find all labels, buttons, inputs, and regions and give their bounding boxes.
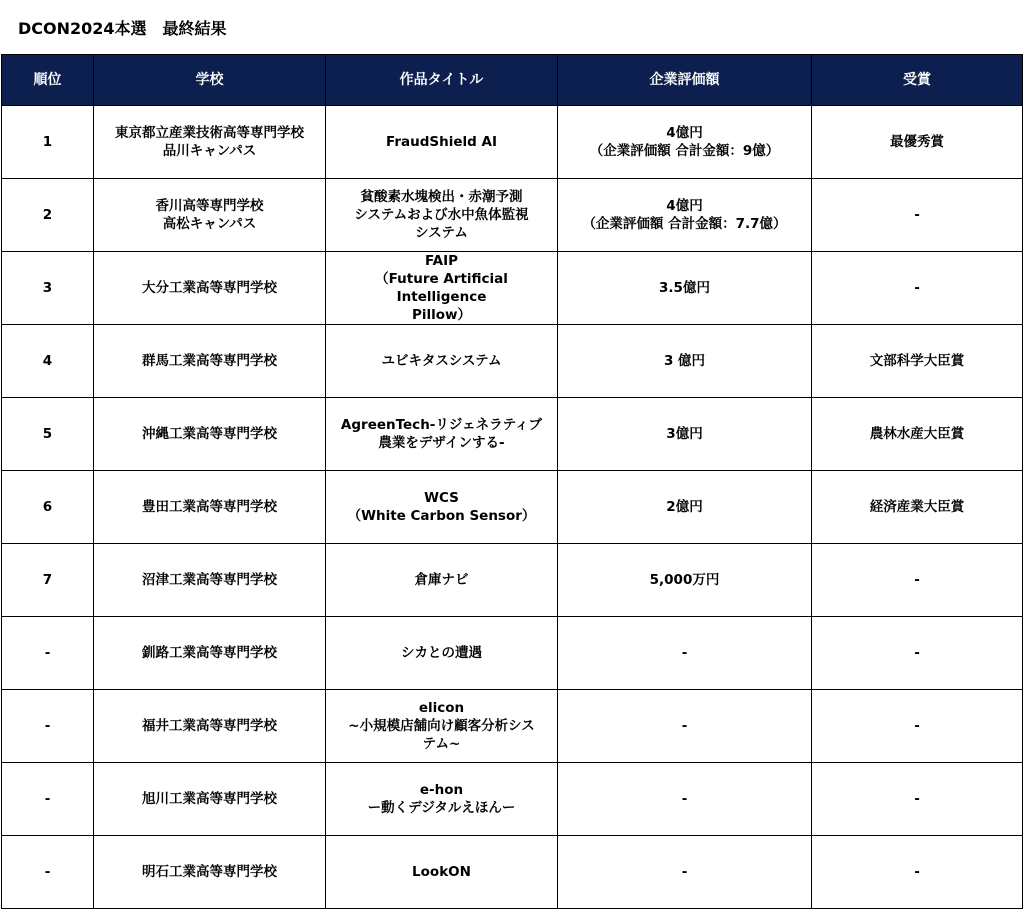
table-row bbox=[2, 106, 1023, 179]
cell-work-title: e-hon ー動くデジタルえほんー bbox=[326, 763, 558, 836]
cell-school: 香川高等専門学校 高松キャンパス bbox=[94, 179, 326, 252]
cell-award: - bbox=[812, 179, 1023, 252]
results-table-body bbox=[2, 106, 1023, 909]
results-table-header bbox=[2, 55, 1023, 106]
cell-valuation: 4億円 （企業評価額 合計金額：9億） bbox=[558, 106, 812, 179]
cell-work-title: WCS （White Carbon Sensor） bbox=[326, 471, 558, 544]
cell-award: 最優秀賞 bbox=[812, 106, 1023, 179]
cell-rank: - bbox=[2, 763, 94, 836]
cell-school: 釧路工業高等専門学校 bbox=[94, 617, 326, 690]
cell-rank: 1 bbox=[2, 106, 94, 179]
cell-valuation: 5,000万円 bbox=[558, 544, 812, 617]
cell-valuation: 3億円 bbox=[558, 398, 812, 471]
header-school: 学校 bbox=[94, 55, 326, 106]
table-row bbox=[2, 544, 1023, 617]
cell-rank: 6 bbox=[2, 471, 94, 544]
cell-award: - bbox=[812, 763, 1023, 836]
table-row bbox=[2, 179, 1023, 252]
cell-rank: 2 bbox=[2, 179, 94, 252]
header-work-title: 作品タイトル bbox=[326, 55, 558, 106]
cell-rank: - bbox=[2, 836, 94, 909]
table-row bbox=[2, 325, 1023, 398]
cell-rank: 4 bbox=[2, 325, 94, 398]
results-table bbox=[1, 54, 1023, 909]
table-row bbox=[2, 836, 1023, 909]
cell-rank: 3 bbox=[2, 252, 94, 325]
table-row bbox=[2, 471, 1023, 544]
cell-work-title: ユビキタスシステム bbox=[326, 325, 558, 398]
cell-work-title: FraudShield AI bbox=[326, 106, 558, 179]
cell-award: - bbox=[812, 690, 1023, 763]
cell-valuation: - bbox=[558, 836, 812, 909]
cell-valuation: 3.5億円 bbox=[558, 252, 812, 325]
cell-work-title: AgreenTech-リジェネラティブ 農業をデザインする- bbox=[326, 398, 558, 471]
cell-school: 群馬工業高等専門学校 bbox=[94, 325, 326, 398]
cell-rank: - bbox=[2, 617, 94, 690]
header-valuation: 企業評価額 bbox=[558, 55, 812, 106]
cell-school: 沼津工業高等専門学校 bbox=[94, 544, 326, 617]
cell-award: - bbox=[812, 836, 1023, 909]
header-rank: 順位 bbox=[2, 55, 94, 106]
cell-school: 福井工業高等専門学校 bbox=[94, 690, 326, 763]
cell-valuation: 4億円 （企業評価額 合計金額：7.7億） bbox=[558, 179, 812, 252]
cell-work-title: シカとの遭遇 bbox=[326, 617, 558, 690]
cell-award: - bbox=[812, 252, 1023, 325]
table-row bbox=[2, 252, 1023, 325]
cell-work-title: FAIP （Future Artificial Intelligence Pillow） bbox=[326, 252, 558, 325]
cell-rank: - bbox=[2, 690, 94, 763]
cell-valuation: - bbox=[558, 617, 812, 690]
cell-work-title: 貧酸素水塊検出・赤潮予測 システムおよび水中魚体監視 システム bbox=[326, 179, 558, 252]
header-award: 受賞 bbox=[812, 55, 1023, 106]
cell-school: 豊田工業高等専門学校 bbox=[94, 471, 326, 544]
header-row bbox=[2, 55, 1023, 106]
cell-award: - bbox=[812, 544, 1023, 617]
cell-work-title: LookON bbox=[326, 836, 558, 909]
cell-award: - bbox=[812, 617, 1023, 690]
cell-valuation: - bbox=[558, 690, 812, 763]
cell-school: 沖縄工業高等専門学校 bbox=[94, 398, 326, 471]
cell-school: 東京都立産業技術高等専門学校 品川キャンパス bbox=[94, 106, 326, 179]
cell-award: 経済産業大臣賞 bbox=[812, 471, 1023, 544]
table-row bbox=[2, 617, 1023, 690]
table-row bbox=[2, 690, 1023, 763]
cell-school: 明石工業高等専門学校 bbox=[94, 836, 326, 909]
cell-award: 文部科学大臣賞 bbox=[812, 325, 1023, 398]
cell-award: 農林水産大臣賞 bbox=[812, 398, 1023, 471]
table-row bbox=[2, 398, 1023, 471]
cell-valuation: - bbox=[558, 763, 812, 836]
cell-rank: 5 bbox=[2, 398, 94, 471]
cell-work-title: 倉庫ナビ bbox=[326, 544, 558, 617]
cell-valuation: 3 億円 bbox=[558, 325, 812, 398]
cell-school: 旭川工業高等専門学校 bbox=[94, 763, 326, 836]
cell-valuation: 2億円 bbox=[558, 471, 812, 544]
page-title: DCON2024本選 最終結果 bbox=[18, 19, 227, 38]
cell-school: 大分工業高等専門学校 bbox=[94, 252, 326, 325]
cell-rank: 7 bbox=[2, 544, 94, 617]
table-row bbox=[2, 763, 1023, 836]
cell-work-title: elicon ~小規模店舗向け顧客分析シス テム~ bbox=[326, 690, 558, 763]
